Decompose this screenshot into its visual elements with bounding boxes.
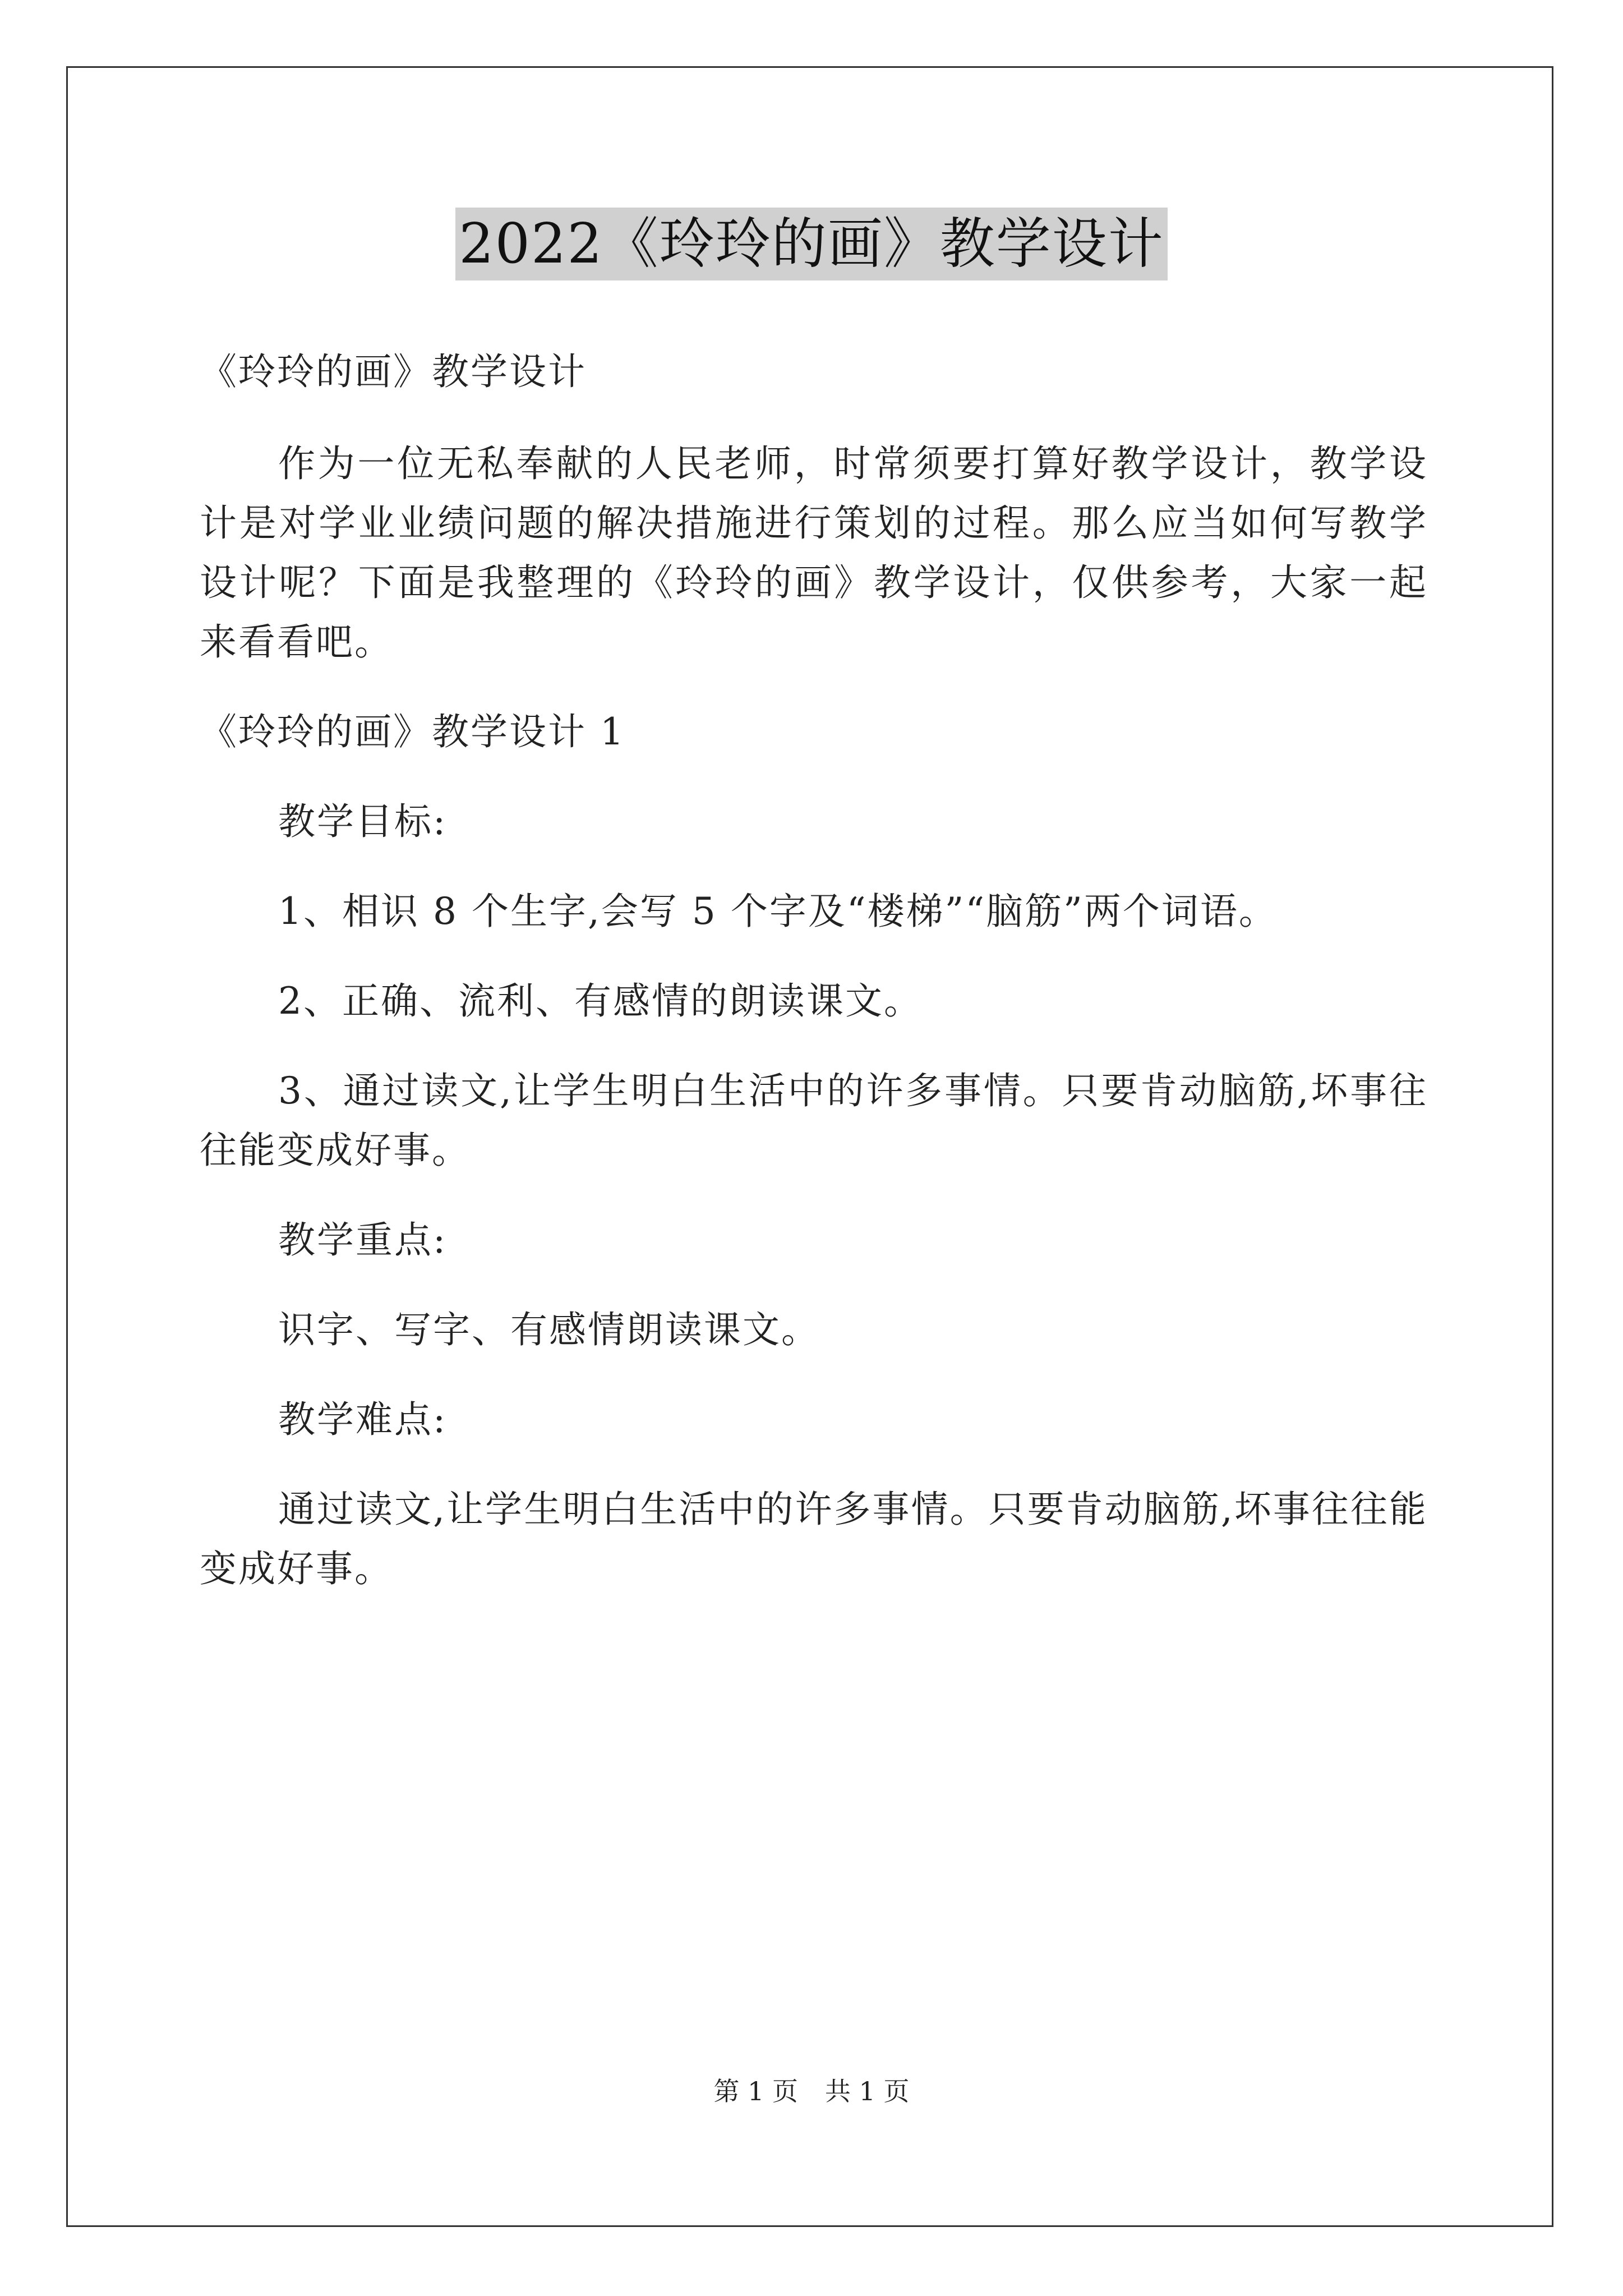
- page-footer: [0, 2071, 1623, 2108]
- title-container: [0, 208, 1623, 280]
- teaching-goals-label: 教学目标:: [278, 800, 448, 843]
- section-heading-1: 《玲玲的画》教学设计 1: [200, 710, 625, 753]
- goal-item-1: 1、相识 8 个生字,会写 5 个字及“楼梯”“脑筋”两个词语。: [278, 890, 1278, 933]
- teaching-difficulty-label: 教学难点:: [278, 1398, 448, 1441]
- intro-paragraph: 作为一位无私奉献的人民老师，时常须要打算好教学设计，教学设计是对学业业绩问题的解决措施进行策划的过程。那么应当如何写教学设计呢？下面是我整理的《玲玲的画》教学设计，仅供参考，大家一起来看看吧。: [200, 442, 1428, 664]
- page-number: 第 1 页: [713, 2076, 798, 2106]
- teaching-focus-label: 教学重点:: [278, 1218, 448, 1262]
- page-total: 共 1 页: [825, 2076, 910, 2106]
- document-title: 2022《玲玲的画》教学设计: [455, 208, 1167, 280]
- goal-item-3: 3、通过读文,让学生明白生活中的许多事情。只要肯动脑筋,坏事往往能变成好事。: [200, 1069, 1428, 1172]
- teaching-difficulty-text: 通过读文,让学生明白生活中的许多事情。只要肯动脑筋,坏事往往能变成好事。: [200, 1488, 1428, 1590]
- document-body: [200, 342, 1428, 1599]
- section-heading: 《玲玲的画》教学设计: [200, 350, 587, 393]
- goal-item-2: 2、正确、流利、有感情的朗读课文。: [278, 979, 923, 1023]
- teaching-focus-text: 识字、写字、有感情朗读课文。: [278, 1308, 820, 1351]
